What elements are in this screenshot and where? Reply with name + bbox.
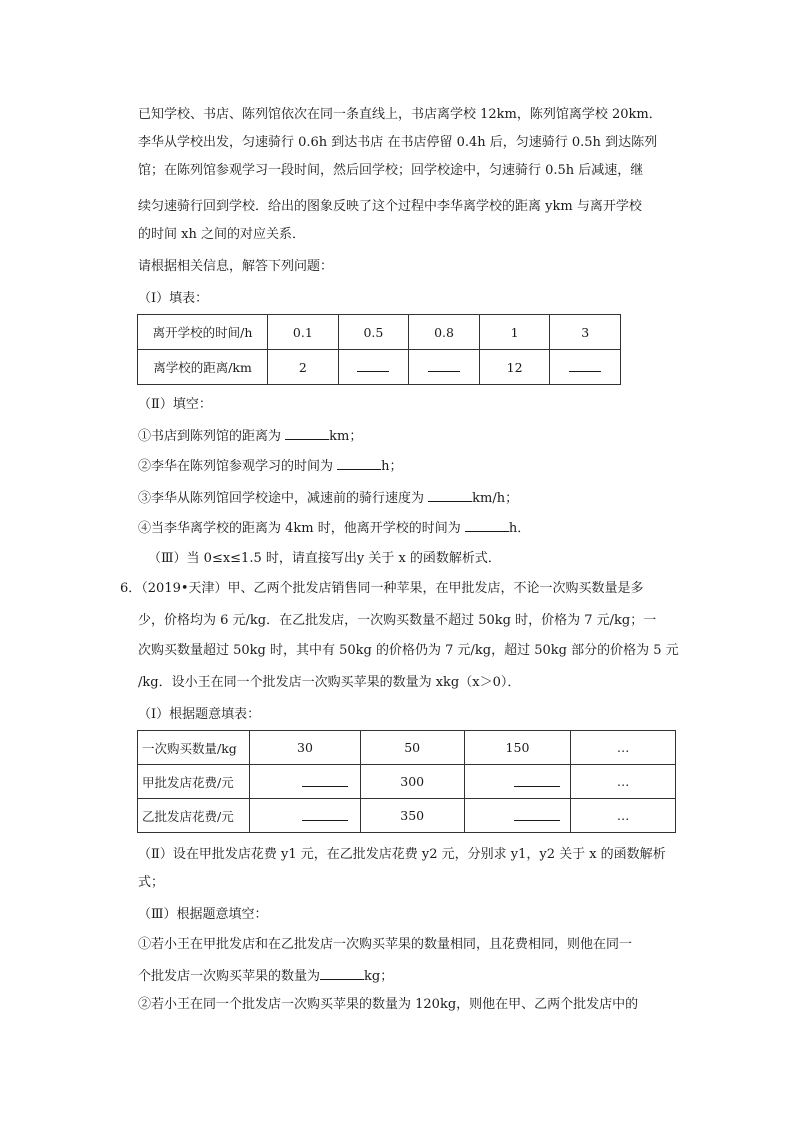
p6-q1-unit: kg； bbox=[364, 969, 394, 984]
p6-cell: … bbox=[571, 799, 676, 833]
p6-cell-blank bbox=[464, 799, 570, 833]
p5-cell-blank bbox=[409, 350, 480, 385]
p6-q1-text: 个批发店一次购买苹果的数量为 bbox=[138, 969, 321, 984]
p6-part2-line-2: 式； bbox=[138, 875, 165, 890]
p6-cell: 50 bbox=[360, 731, 464, 765]
p5-table-row bbox=[138, 315, 621, 350]
p6-part2-line-1: （Ⅱ）设在甲批发店花费 y1 元，在乙批发店花费 y2 元，分别求 y1，y2 关于 x 的函数解析 bbox=[138, 847, 666, 862]
p5-table-row bbox=[138, 350, 621, 385]
p5-q3 bbox=[138, 488, 518, 508]
p5-cell-distance-header: 离学校的距离/km bbox=[138, 350, 268, 385]
answer-blank bbox=[428, 359, 460, 372]
answer-blank bbox=[302, 808, 348, 821]
p5-q4 bbox=[138, 518, 530, 538]
p5-q2-text: ②李华在陈列馆参观学习的时间为 bbox=[138, 459, 334, 474]
answer-blank bbox=[285, 426, 329, 440]
p5-q1 bbox=[138, 426, 362, 446]
p6-part1-label: （Ⅰ）根据题意填表： bbox=[138, 707, 261, 722]
p6-cell: 150 bbox=[464, 731, 570, 765]
p6-cell: … bbox=[571, 731, 676, 765]
p6-line-3: 次购买数量超过 50kg 时，其中有 50kg 的价格仍为 7 元/kg，超过 50kg 部分的价格为 5 元 bbox=[138, 643, 679, 658]
p5-part3: （Ⅲ）当 0≤x≤1.5 时，请直接写出y 关于 x 的函数解析式． bbox=[148, 551, 501, 566]
intro-line-2: 李华从学校出发，匀速骑行 0.6h 到达书店 在书店停留 0.4h 后，匀速骑行 0.5h 到达陈列 bbox=[138, 135, 658, 150]
p5-q2 bbox=[138, 456, 403, 476]
p6-q1-line-2 bbox=[138, 966, 393, 986]
p5-part1-label: （Ⅰ）填表： bbox=[138, 291, 209, 306]
intro-line-5: 的时间 xh 之间的对应关系． bbox=[138, 227, 305, 242]
p5-table bbox=[137, 314, 621, 385]
answer-blank bbox=[320, 966, 364, 980]
p6-cell-yi-header: 乙批发店花费/元 bbox=[138, 799, 250, 833]
p6-cell: 350 bbox=[360, 799, 464, 833]
p6-q1-line-1: ①若小王在甲批发店和在乙批发店一次购买苹果的数量相同，且花费相同，则他在同一 bbox=[138, 937, 633, 952]
p6-cell-blank bbox=[250, 765, 360, 799]
p6-cell: 300 bbox=[360, 765, 464, 799]
p5-cell: 2 bbox=[268, 350, 339, 385]
p5-q2-unit: h； bbox=[381, 459, 403, 474]
intro-line-1: 已知学校、书店、陈列馆依次在同一条直线上，书店离学校 12km，陈列馆离学校 20km． bbox=[138, 107, 662, 122]
p6-table-row bbox=[138, 765, 676, 799]
p5-cell: 1 bbox=[479, 315, 549, 350]
p5-q4-unit: h． bbox=[508, 521, 531, 536]
p5-cell-time-header: 离开学校的时间/h bbox=[138, 315, 268, 350]
p6-cell: … bbox=[571, 765, 676, 799]
answer-blank bbox=[514, 808, 560, 821]
p5-q3-text: ③李华从陈列馆回学校途中，减速前的骑行速度为 bbox=[138, 491, 425, 506]
p6-part3-label: （Ⅲ）根据题意填空： bbox=[138, 907, 268, 922]
answer-blank bbox=[428, 488, 472, 502]
p5-cell-blank bbox=[550, 350, 621, 385]
intro-line-4: 续匀速骑行回到学校．给出的图象反映了这个过程中李华离学校的距离 ykm 与离开学校 bbox=[138, 199, 642, 214]
p6-cell-jia-header: 甲批发店花费/元 bbox=[138, 765, 250, 799]
p5-cell: 0.5 bbox=[338, 315, 409, 350]
p5-cell: 0.8 bbox=[409, 315, 480, 350]
p6-line-1: 6．（2019•天津）甲、乙两个批发店销售同一种苹果，在甲批发店，不论一次购买数量是多 bbox=[120, 581, 644, 596]
p5-q4-text: ④当李华离学校的距离为 4km 时，他离开学校的时间为 bbox=[138, 521, 461, 536]
answer-blank bbox=[357, 359, 389, 372]
p5-q3-unit: km/h； bbox=[472, 491, 519, 506]
intro-line-3: 馆；在陈列馆参观学习一段时间，然后回学校；回学校途中，匀速骑行 0.5h 后减速，继 bbox=[138, 163, 644, 178]
p6-line-2: 少，价格均为 6 元/kg．在乙批发店，一次购买数量不超过 50kg 时，价格为 7 元/kg；一 bbox=[138, 613, 657, 628]
p5-cell: 3 bbox=[550, 315, 621, 350]
p6-table-row bbox=[138, 799, 676, 833]
p6-cell-blank bbox=[250, 799, 360, 833]
p6-table-row bbox=[138, 731, 676, 765]
p5-cell: 12 bbox=[479, 350, 549, 385]
p6-table bbox=[137, 730, 676, 833]
answer-blank bbox=[569, 359, 601, 372]
p6-cell-quantity-header: 一次购买数量/kg bbox=[138, 731, 250, 765]
p6-cell-blank bbox=[464, 765, 570, 799]
p5-part2-label: （Ⅱ）填空： bbox=[138, 397, 212, 412]
p5-q1-unit: km； bbox=[329, 429, 363, 444]
p5-cell: 0.1 bbox=[268, 315, 339, 350]
answer-blank bbox=[337, 456, 381, 470]
intro-line-6: 请根据相关信息，解答下列问题： bbox=[138, 259, 334, 274]
p5-cell-blank bbox=[338, 350, 409, 385]
answer-blank bbox=[302, 774, 348, 787]
p5-q1-text: ①书店到陈列馆的距离为 bbox=[138, 429, 282, 444]
p6-q2-line-1: ②若小王在同一个批发店一次购买苹果的数量为 120kg，则他在甲、乙两个批发店中的 bbox=[138, 997, 639, 1012]
answer-blank bbox=[465, 518, 509, 532]
p6-line-4: /kg．设小王在同一个批发店一次购买苹果的数量为 xkg（x＞0）． bbox=[138, 675, 521, 690]
answer-blank bbox=[514, 774, 560, 787]
p6-cell: 30 bbox=[250, 731, 360, 765]
